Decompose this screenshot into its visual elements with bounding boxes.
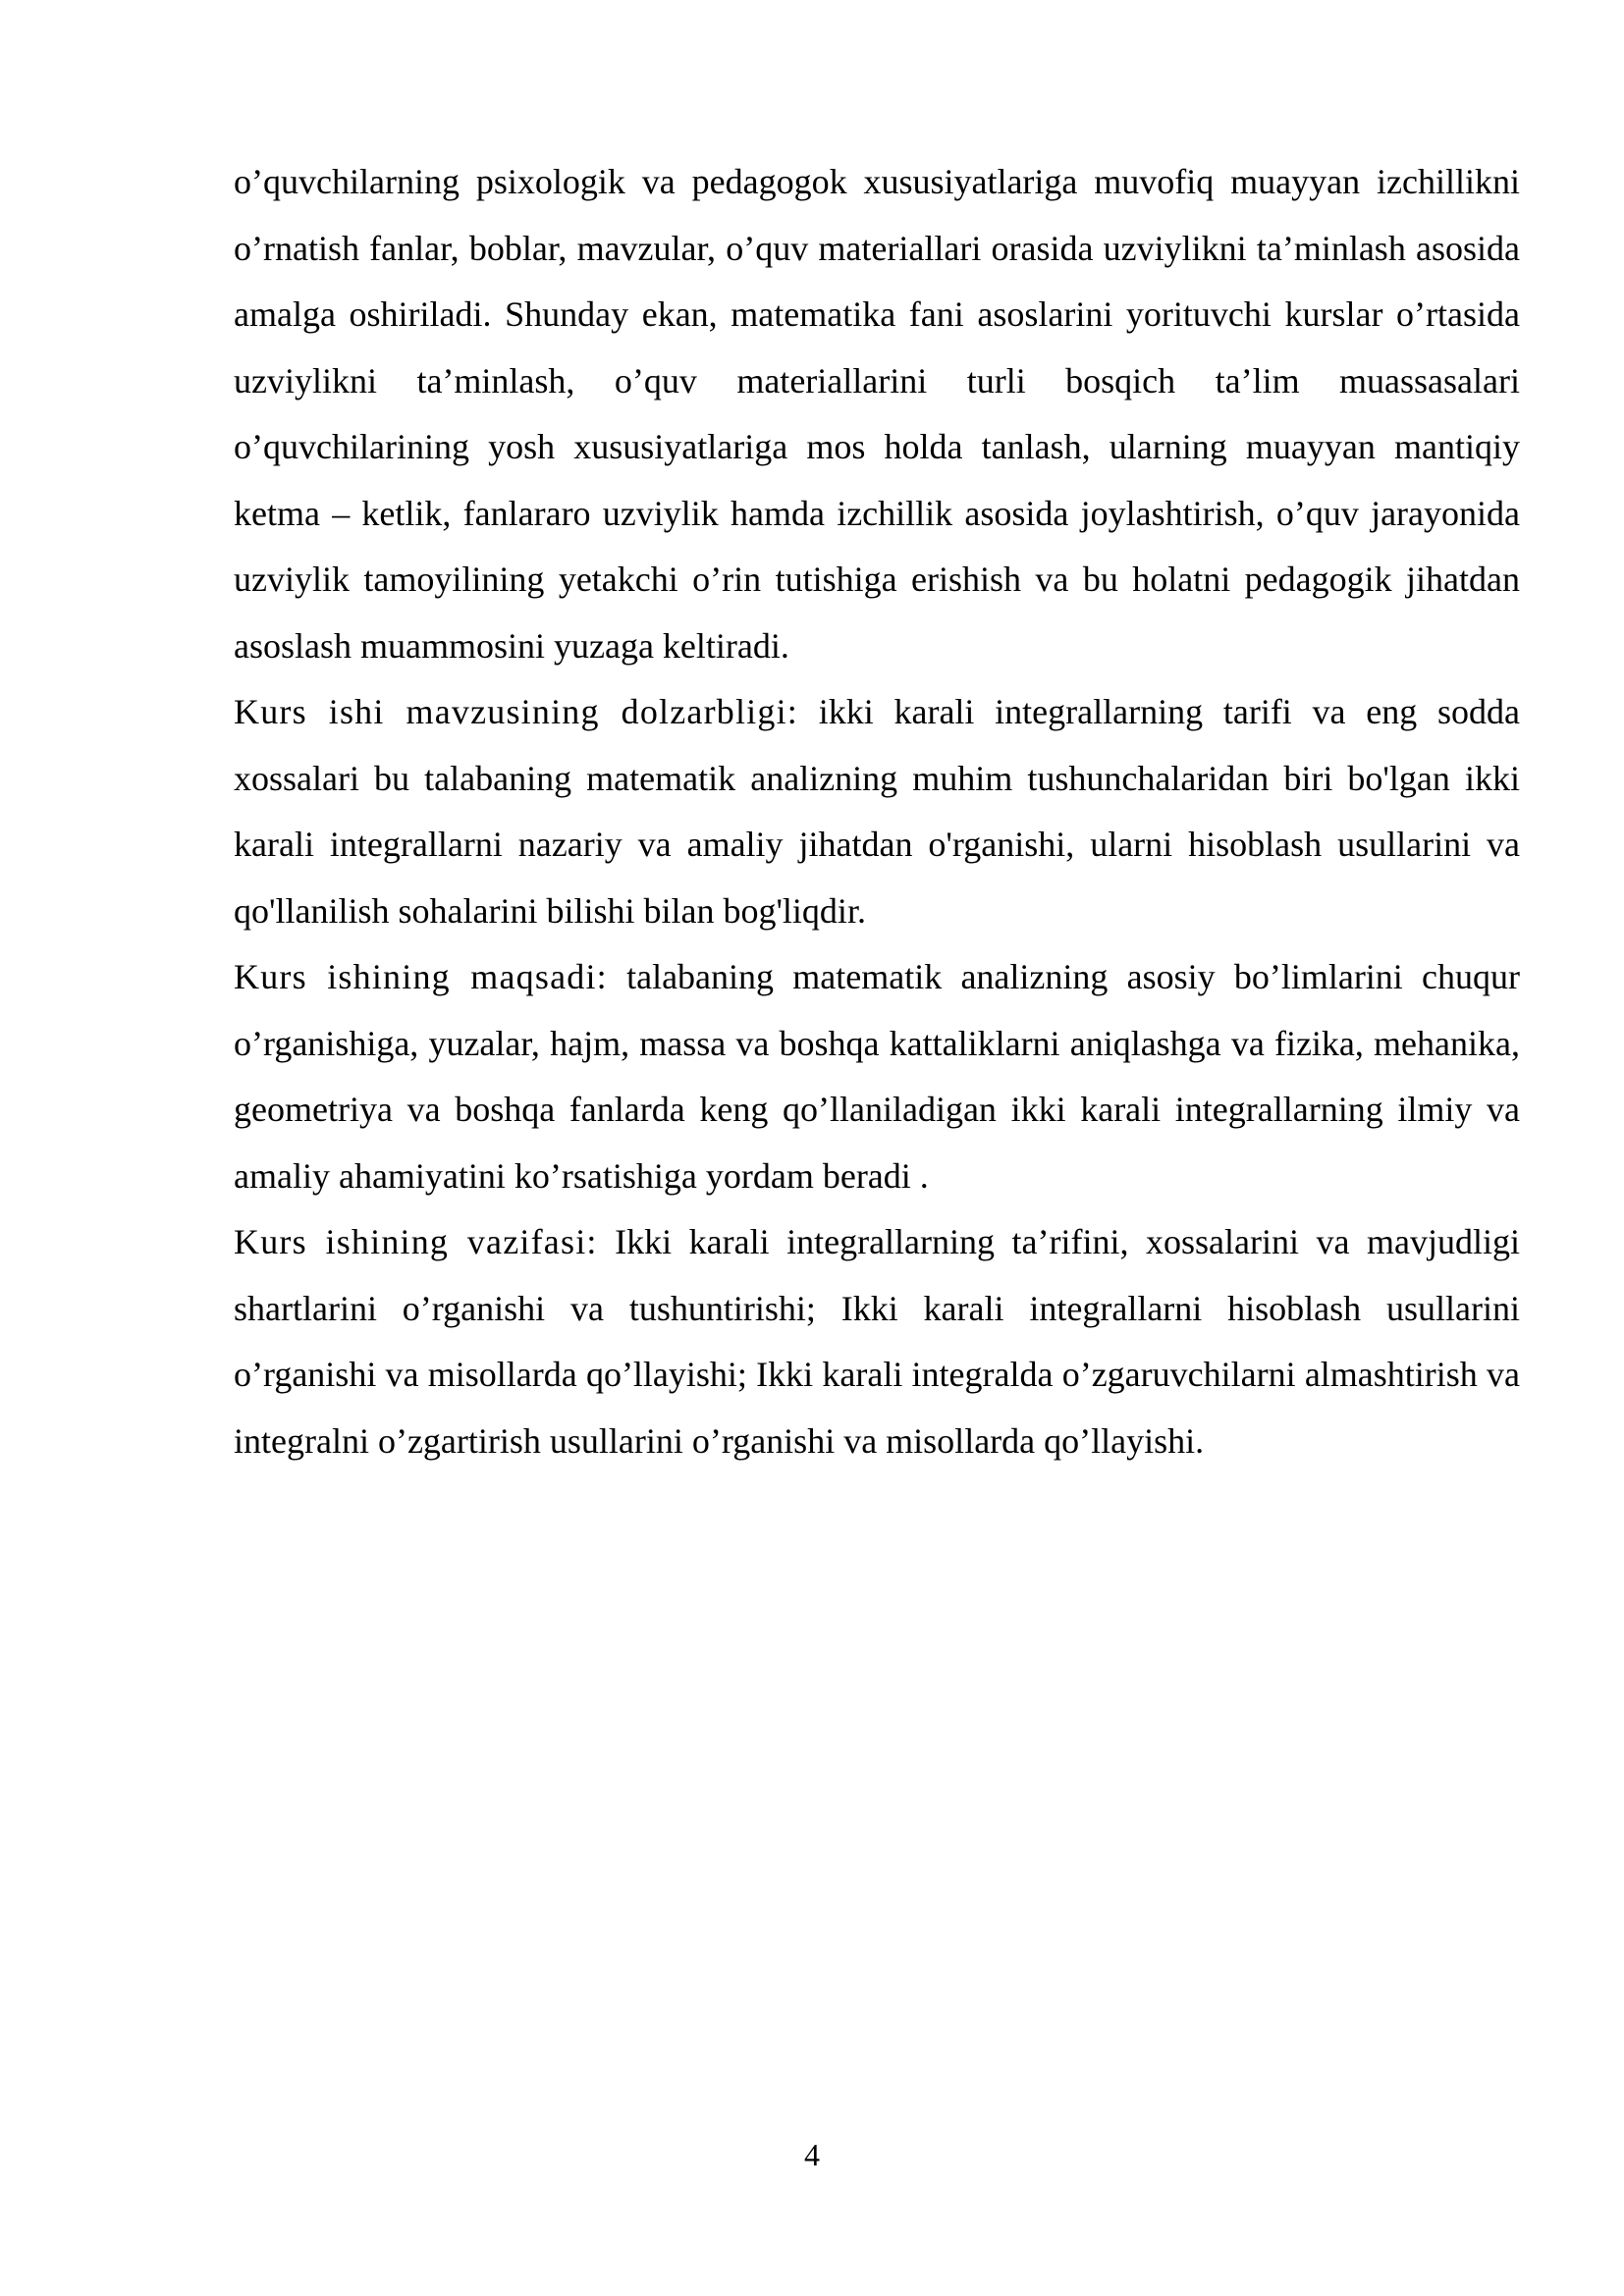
paragraph-lead: Kurs ishi mavzusining dolzarbligi: <box>234 692 798 731</box>
paragraph-text: Ikki karali integrallarning ta’rifini, xossalarini va mavjudligi shartlarini o’rganishi va tushuntirishi; Ikki karali integrallarni hisoblash usullarini o’rganishi va misollarda qo’llayishi; Ikki karali integralda o’zgaruvchilarni almashtirish va integralni o’zgartirish usullarini o’rganishi va misollarda qo’llayishi. <box>234 1222 1520 1461</box>
paragraph-tasks <box>234 1209 1520 1474</box>
page-number: 4 <box>804 2137 820 2172</box>
paragraph-text: o’quvchilarning psixologik va pedagogok xususiyatlariga muvofiq muayyan izchillikni o’rnatish fanlar, boblar, mavzular, o’quv materiallari orasida uzviylikni ta’minlash asosida amalga oshiriladi. Shunday ekan, matematika fani asoslarini yorituvchi kurslar o’rtasida uzviylikni ta’minlash, o’quv materiallarini turli bosqich ta’lim muassasalari o’quvchilarining yosh xususiyatlariga mos holda tanlash, ularning muayyan mantiqiy ketma – ketlik, fanlararo uzviylik hamda izchillik asosida joylashtirish, o’quv jarayonida uzviylik tamoyilining yetakchi o’rin tutishiga erishish va bu holatni pedagogik jihatdan asoslash muammosini yuzaga keltiradi. <box>234 162 1520 666</box>
paragraph-lead: Kurs ishining vazifasi: <box>234 1222 598 1261</box>
paragraph-lead: Kurs ishining maqsadi: <box>234 957 608 996</box>
paragraph-intro <box>234 149 1520 679</box>
paragraph-goal <box>234 944 1520 1209</box>
paragraph-text: talabaning matematik analizning asosiy bo’limlarini chuqur o’rganishiga, yuzalar, hajm, massa va boshqa kattaliklarni aniqlashga va fizika, mehanika, geometriya va boshqa fanlarda keng qo’llaniladigan ikki karali integrallarning ilmiy va amaliy ahamiyatini ko’rsatishiga yordam beradi . <box>234 957 1521 1196</box>
paragraph-text: ikki karali integrallarning tarifi va eng sodda xossalari bu talabaning matematik analizning muhim tushunchalaridan biri bo'lgan ikki karali integrallarni nazariy va amaliy jihatdan o'rganishi, ularni hisoblash usullarini va qo'llanilish sohalarini bilishi bilan bog'liqdir. <box>234 692 1520 931</box>
body-text <box>234 149 1520 1474</box>
paragraph-relevance <box>234 679 1520 944</box>
